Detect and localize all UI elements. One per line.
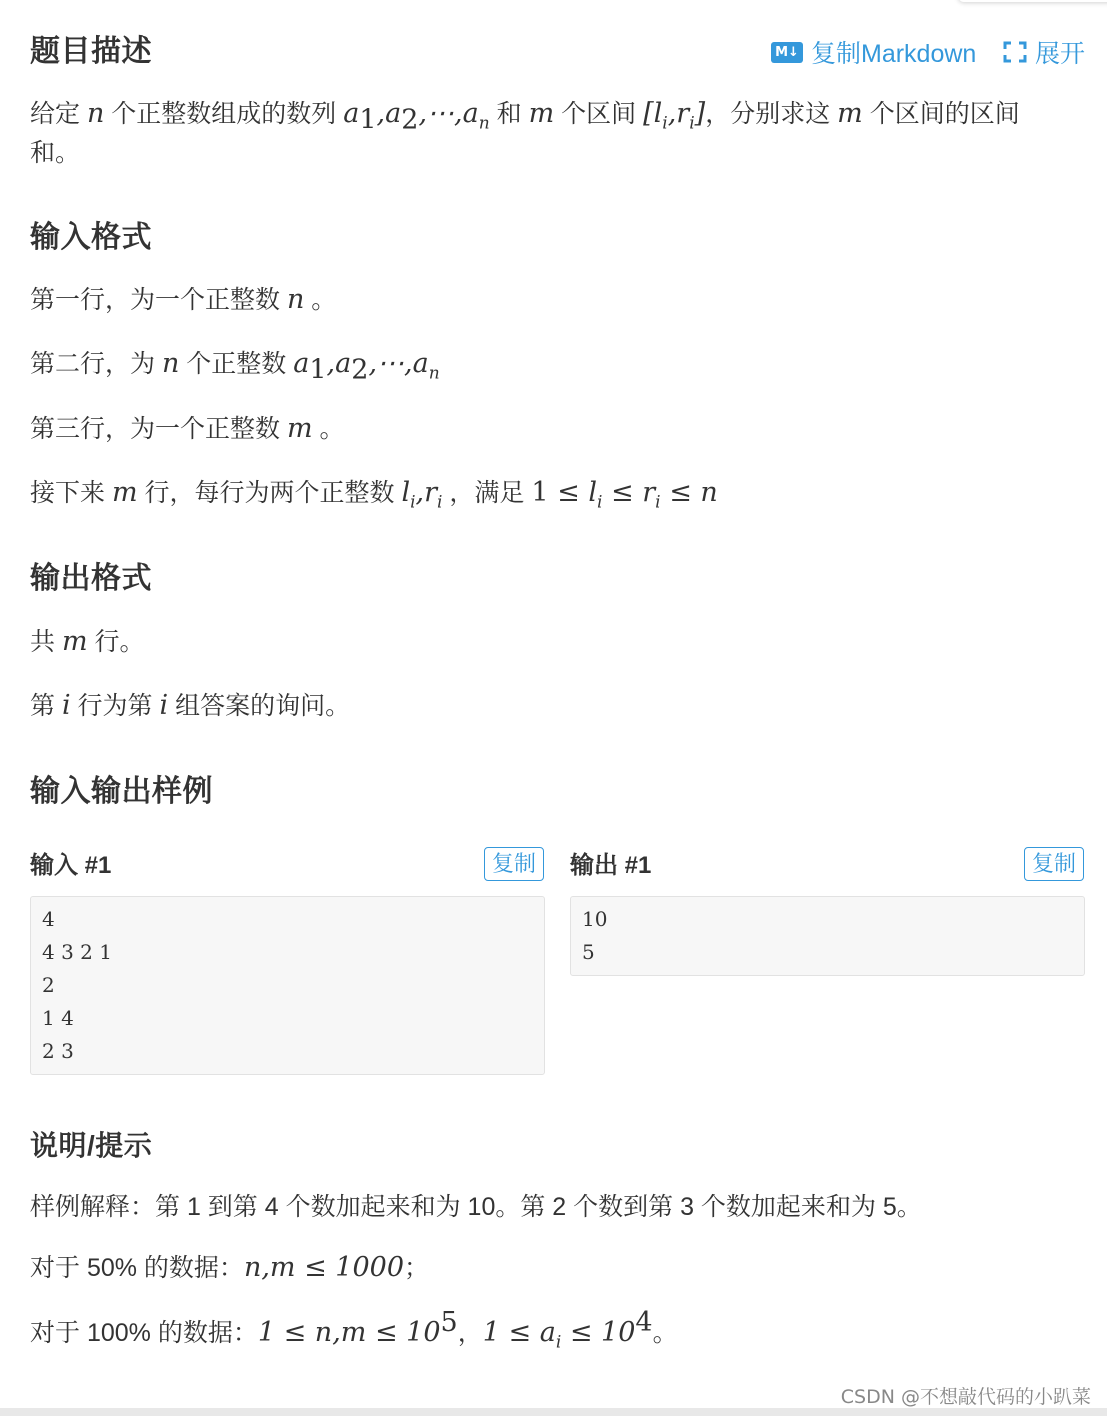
sample-input-title: 输入 #1 (30, 852, 112, 879)
top-card-edge (958, 0, 1107, 2)
output-format-line-1: 共 m 行。 (30, 626, 145, 657)
hint-line-3: 对于 100% 的数据：$1 \le n,m \le 10^5$，$1 \le a_i \le 10^4$。 (30, 1307, 678, 1353)
copy-output-button[interactable]: 复制 (1024, 847, 1084, 881)
expand-icon (1003, 41, 1027, 63)
copy-markdown-button[interactable] (771, 34, 976, 70)
input-format-line-4: 接下来 m 行，每行为两个正整数 $l_i,r_i$ ，满足 $1 \le l_i \le r_i \le n$ (30, 477, 718, 513)
sample-input-box[interactable] (30, 896, 545, 1075)
input-format-title: 输入格式 (30, 221, 152, 254)
description-line-1: 给定 n 个正整数组成的数列 $a_1,a_2,\cdots,a_n$ 和 m 个区间 $[l_i,r_i]$，分别求这 m 个区间的区间 (30, 98, 1020, 136)
output-format-title: 输出格式 (30, 562, 152, 595)
output-format-line-2: 第 i 行为第 i 组答案的询问。 (30, 690, 351, 721)
copy-markdown-label: 复制Markdown (811, 40, 977, 68)
markdown-icon: M↓ (771, 42, 803, 63)
expand-label: 展开 (1035, 40, 1086, 68)
sample-output-box[interactable] (570, 896, 1085, 976)
expand-button[interactable] (1003, 34, 1085, 70)
sample-output-line: 5 (582, 940, 595, 964)
hint-line-1: 样例解释：第 1 到第 4 个数加起来和为 10。第 2 个数到第 3 个数加起来和为 5。 (30, 1193, 922, 1221)
input-format-line-3: 第三行，为一个正整数 m 。 (30, 413, 345, 444)
sample-input-line: 4 (42, 907, 55, 931)
csdn-watermark: CSDN @不想敲代码的小趴菜 (840, 1386, 1091, 1408)
input-format-line-1: 第一行，为一个正整数 n 。 (30, 284, 337, 315)
sample-output-title: 输出 #1 (570, 852, 652, 879)
sample-output-line: 10 (582, 907, 608, 931)
description-line-2: 和。 (30, 139, 81, 167)
hint-line-2: 对于 50% 的数据：n,m ≤ 1000； (30, 1252, 430, 1283)
description-title: 题目描述 (30, 35, 152, 68)
sample-input-line: 2 3 (42, 1039, 74, 1063)
input-format-line-2: 第二行，为 n 个正整数 $a_1,a_2,\cdots,a_n$ (30, 348, 440, 386)
sample-input-line: 4 3 2 1 (42, 940, 112, 964)
sample-input-line: 1 4 (42, 1006, 74, 1030)
copy-input-button[interactable]: 复制 (484, 847, 544, 881)
sample-input-line: 2 (42, 973, 55, 997)
bottom-scroll-edge (0, 1408, 1107, 1416)
hint-title: 说明/提示 (30, 1130, 153, 1161)
samples-title: 输入输出样例 (30, 775, 213, 808)
